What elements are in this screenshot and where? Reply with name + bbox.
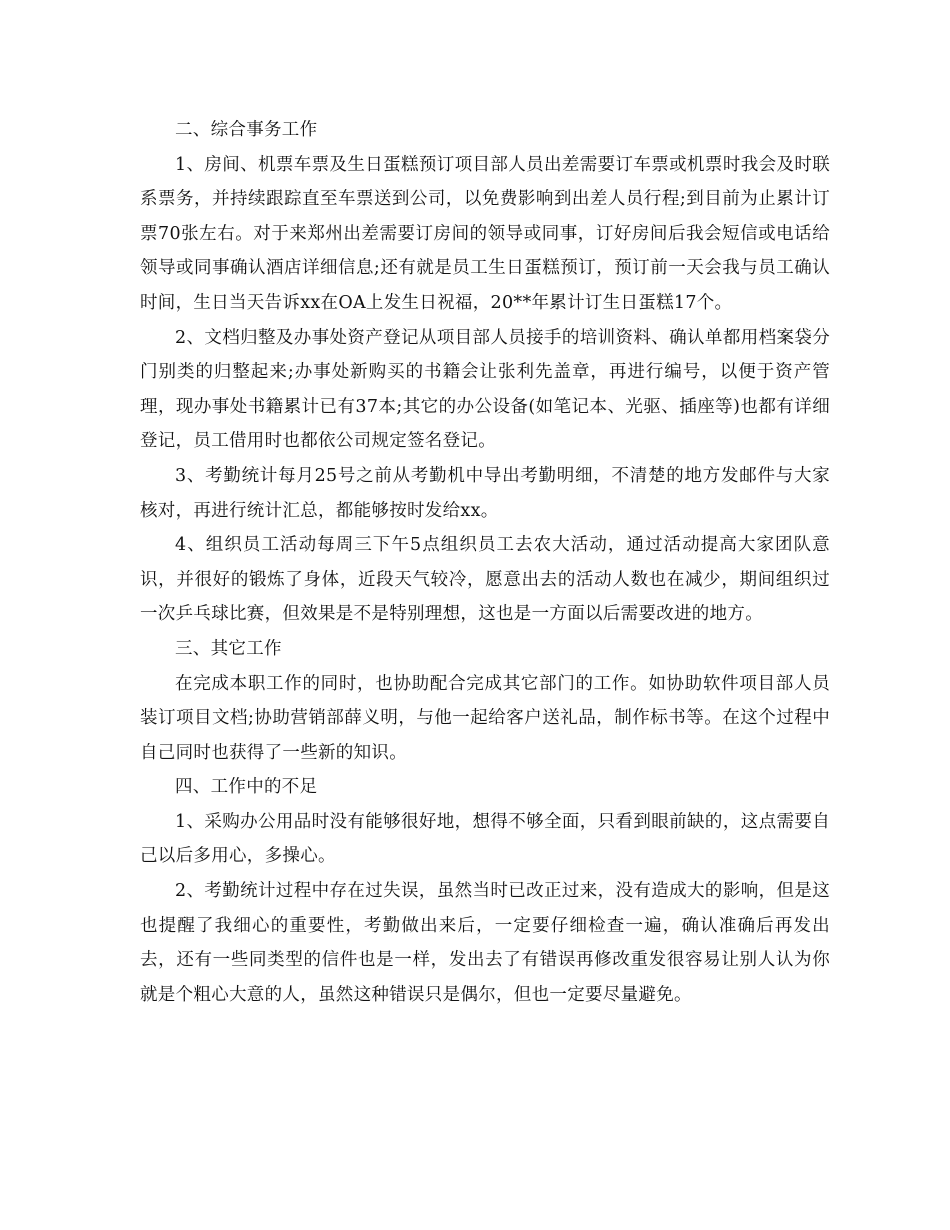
paragraph-other-work: 在完成本职工作的同时，也协助配合完成其它部门的工作。如协助软件项目部人员装订项目文档;协助营销部薛义明，与他一起给客户送礼品，制作标书等。在这个过程中自己同时也获得了一些新的知识。	[140, 673, 830, 763]
paragraph-shortcoming-purchasing: 1、采购办公用品时没有能够很好地，想得不够全面，只看到眼前缺的，这点需要自己以后多用心，多操心。	[140, 811, 830, 867]
paragraph-bookings: 1、房间、机票车票及生日蛋糕预订项目部人员出差需要订车票或机票时我会及时联系票务，并持续跟踪直至车票送到公司，以免费影响到出差人员行程;到目前为止累计订票70张左右。对于来郑州出差需要订房间的领导或同事，订好房间后我会短信或电话给领导或同事确认酒店详细信息;还有就是员工生日蛋糕预订，预订前一天会我与员工确认时间，生日当天告诉xx在OA上发生日祝福，20**年累计订生日蛋糕17个。	[140, 154, 830, 313]
paragraph-archiving: 2、文档归整及办事处资产登记从项目部人员接手的培训资料、确认单都用档案袋分门别类的归整起来;办事处新购买的书籍会让张利先盖章，再进行编号，以便于资产管理，现办事处书籍累计已有37本;其它的办公设备(如笔记本、光驱、插座等)也都有详细登记，员工借用时也都依公司规定签名登记。	[140, 327, 830, 452]
section-heading-shortcomings: 四、工作中的不足	[175, 777, 318, 798]
section-heading-general-affairs: 二、综合事务工作	[175, 120, 318, 140]
paragraph-attendance: 3、考勤统计每月25号之前从考勤机中导出考勤明细，不清楚的地方发邮件与大家核对，再进行统计汇总，都能够按时发给xx。	[140, 465, 830, 521]
paragraph-shortcoming-attendance: 2、考勤统计过程中存在过失误，虽然当时已改正过来，没有造成大的影响，但是这也提醒了我细心的重要性，考勤做出来后，一定要仔细检查一遍，确认准确后再发出去，还有一些同类型的信件也是一样，发出去了有错误再修改重发很容易让别人认为你就是个粗心大意的人，虽然这种错误只是偶尔，但也一定要尽量避免。	[140, 881, 830, 1005]
document-page	[140, 113, 830, 1012]
section-heading-other-work: 三、其它工作	[175, 638, 282, 659]
paragraph-activities: 4、组织员工活动每周三下午5点组织员工去农大活动，通过活动提高大家团队意识，并很好的锻炼了身体，近段天气较冷，愿意出去的活动人数也在减少，期间组织过一次乒乓球比赛，但效果是不是特别理想，这也是一方面以后需要改进的地方。	[140, 535, 830, 625]
